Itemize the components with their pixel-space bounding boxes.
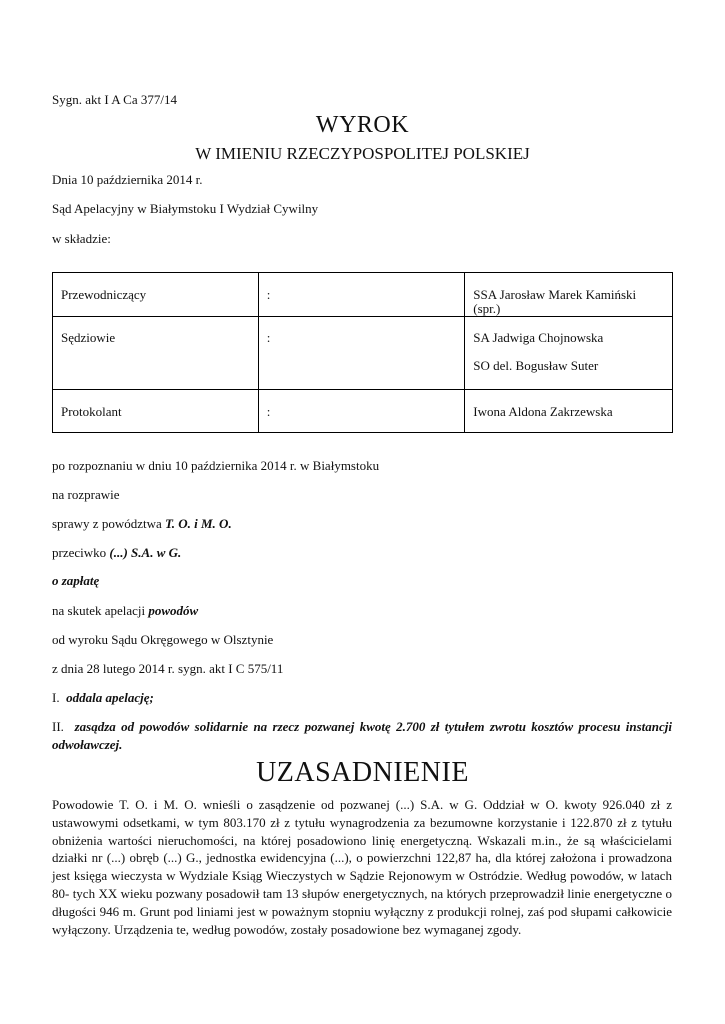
case-reference: Sygn. akt I A Ca 377/14 xyxy=(52,92,177,107)
verdict-point-2 xyxy=(52,718,672,754)
appellant: powodów xyxy=(148,603,199,618)
session-type: na rozprawie xyxy=(52,487,120,502)
verdict-point-1 xyxy=(52,690,154,706)
justification-paragraph: Powodowie T. O. i M. O. wnieśli o zasądzenie od pozwanej (...) S.A. w G. Oddział w O. kwoty 926.040 zł z ustawowymi odsetkami, w tym 803.170 zł z tytułu wynagrodzenia za bezumowne korzystanie i 122.870 zł z tytułu obniżenia wartości nieruchomości, na której posadowiono linię energetyczną. Wskazali m.in., że są właścicielami działki nr (...) obręb (...) G., jednostka ewidencyjna (...), o powierzchni 122,87 ha, dla której założona i prowadzona jest księga wieczysta w Wydziale Ksiąg Wieczystych w Sądzie Rejonowym w Ostródzie. Według powodów, w latach 80- tych XX wieku pozwany posadowił tam 13 słupów energetycznych, na których przeprowadził linie energetyczne o długości 946 m. Grunt pod liniami jest w poważnym stopniu wyłączny z produkcji rolnej, zaś pod słupami całkowicie wyłączony. Urządzenia te, według powodów, zostały posadowione bez wymaganej zgody. xyxy=(52,797,672,937)
judge-name: SA Jadwiga Chojnowska xyxy=(473,330,604,345)
separator-colon: : xyxy=(266,287,271,302)
composition-table xyxy=(52,272,673,433)
judge-name: SO del. Bogusław Suter xyxy=(473,358,599,373)
claim-prefix: sprawy z powództwa xyxy=(52,516,165,531)
justification-heading: UZASADNIENIE xyxy=(256,757,469,788)
defendant: (...) S.A. w G. xyxy=(109,545,182,560)
document-title: WYROK xyxy=(315,112,410,138)
composition-label: w składzie: xyxy=(52,231,111,246)
point-text: zasądza od powodów solidarnie na rzecz pozwanej kwotę 2.700 zł tytułem zwrotu kosztów procesu instancji odwoławczej. xyxy=(52,719,673,752)
appeal-prefix: na skutek apelacji xyxy=(52,603,149,618)
colon-cell xyxy=(258,317,465,390)
lower-court-judgment: od wyroku Sądu Okręgowego w Olsztynie xyxy=(52,632,274,647)
appeal-line xyxy=(52,603,198,619)
name-cell xyxy=(465,317,673,390)
point-number: I. xyxy=(52,690,60,705)
claimants: T. O. i M. O. xyxy=(165,516,232,531)
colon-cell xyxy=(258,273,465,317)
separator-colon: : xyxy=(266,404,271,419)
judgment-date: Dnia 10 października 2014 r. xyxy=(52,172,203,187)
colon-cell xyxy=(258,390,465,433)
presiding-judge-name: SSA Jarosław Marek Kamiński (spr.) xyxy=(473,287,637,316)
claim-line xyxy=(52,516,232,532)
role-cell xyxy=(53,273,259,317)
composition-row xyxy=(53,273,673,317)
name-cell xyxy=(465,273,673,317)
against-prefix: przeciwko xyxy=(52,545,110,560)
document-subtitle: W IMIENIU RZECZYPOSPOLITEJ POLSKIEJ xyxy=(195,144,530,163)
against-line xyxy=(52,545,181,561)
name-cell xyxy=(465,390,673,433)
court-name: Sąd Apelacyjny w Białymstoku I Wydział Cywilny xyxy=(52,201,319,216)
lower-court-date: z dnia 28 lutego 2014 r. sygn. akt I C 575/11 xyxy=(52,661,284,676)
case-subject: o zapłatę xyxy=(52,573,100,588)
point-number: II. xyxy=(52,719,64,734)
role-presiding: Przewodniczący xyxy=(61,287,147,302)
role-clerk: Protokolant xyxy=(61,404,122,419)
composition-row xyxy=(53,390,673,433)
point-text: oddala apelację; xyxy=(66,690,154,705)
composition-row xyxy=(53,317,673,390)
separator-colon: : xyxy=(266,330,271,345)
role-judges: Sędziowie xyxy=(61,330,116,345)
role-cell xyxy=(53,317,259,390)
hearing-line: po rozpoznaniu w dniu 10 października 2014 r. w Białymstoku xyxy=(52,458,380,473)
clerk-name: Iwona Aldona Zakrzewska xyxy=(473,404,613,419)
role-cell xyxy=(53,390,259,433)
